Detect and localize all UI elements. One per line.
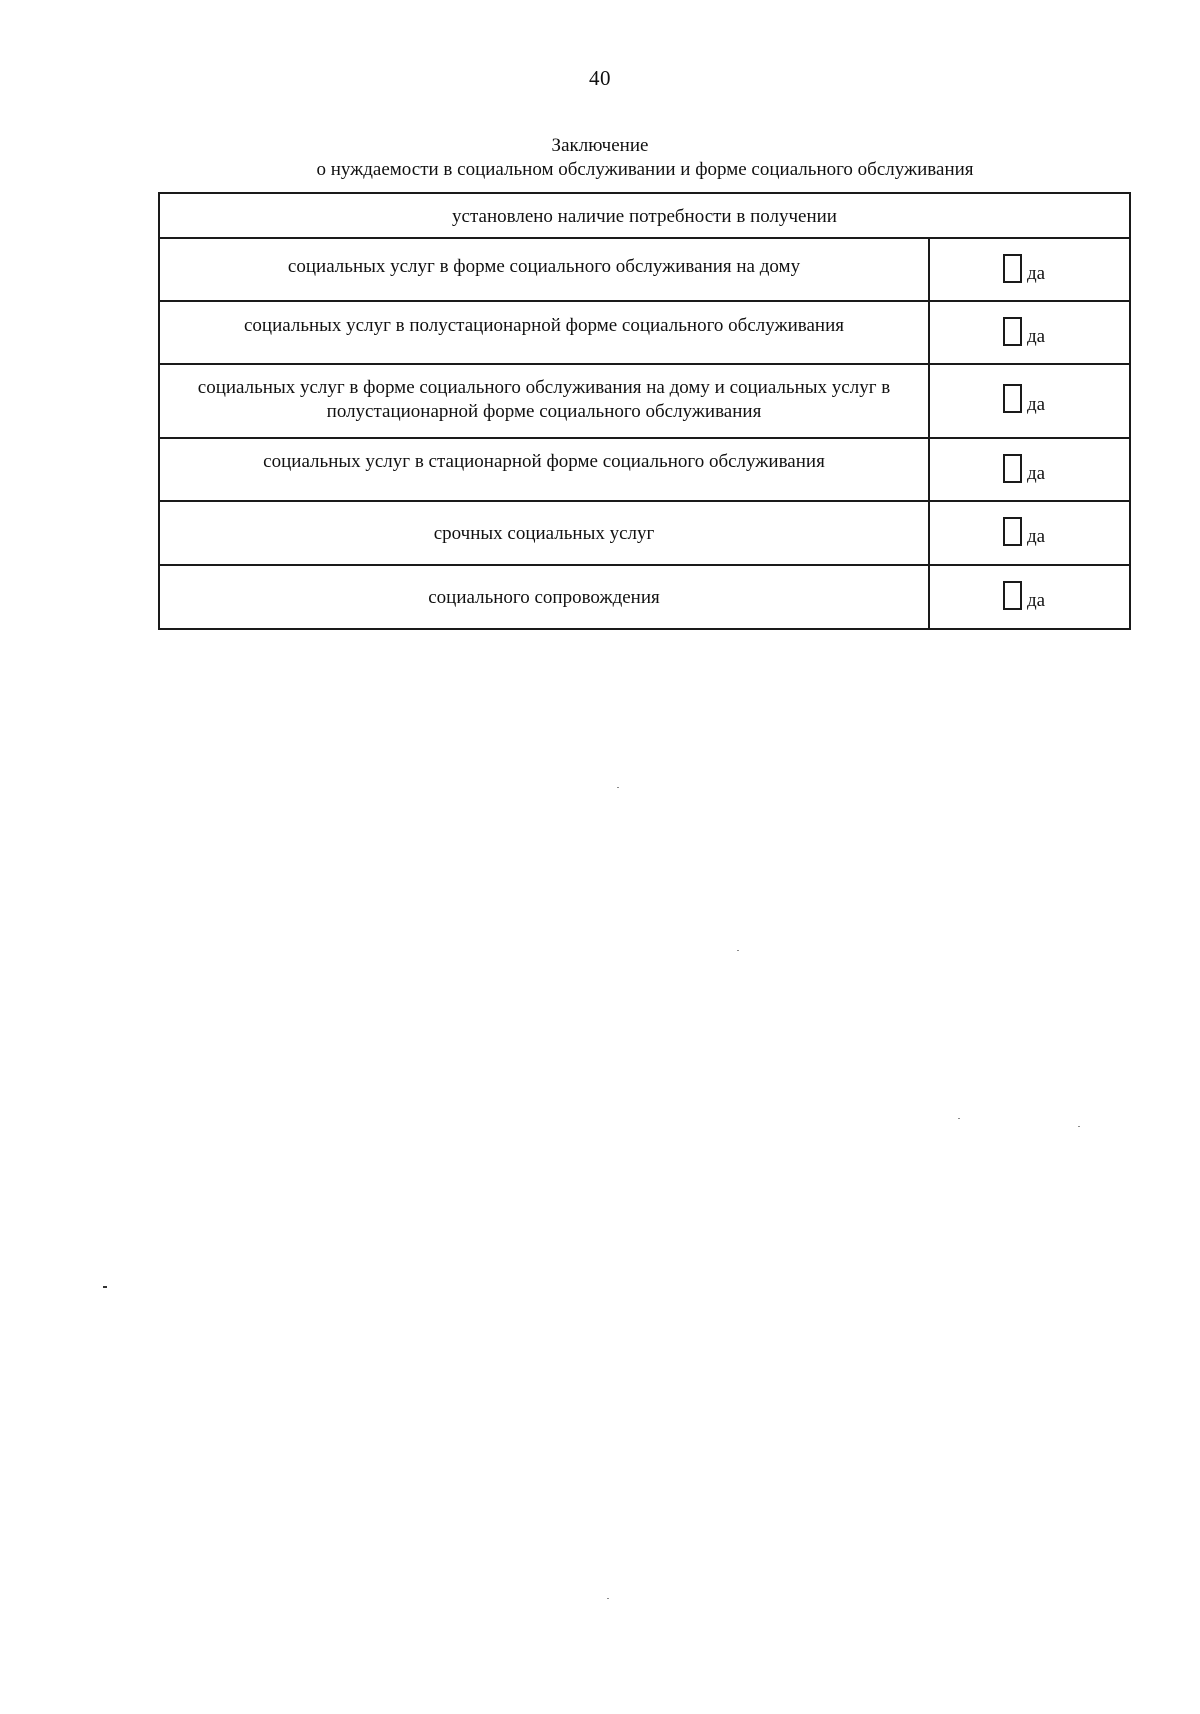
row-label: социального сопровождения <box>428 587 660 608</box>
checkbox-label: да <box>1027 526 1046 547</box>
table-header-label: установлено наличие потребности в получении <box>452 206 837 227</box>
checkbox-label: да <box>1027 394 1046 415</box>
table-header-row <box>159 193 1130 238</box>
checkbox-label: да <box>1027 263 1046 284</box>
row-label-cell <box>159 364 929 438</box>
checkbox[interactable] <box>1003 254 1022 283</box>
row-label: срочных социальных услуг <box>433 523 655 544</box>
row-label-cell <box>159 301 929 364</box>
row-option-cell <box>929 438 1130 501</box>
row-label: социальных услуг в стационарной форме социального обслуживания <box>263 451 825 472</box>
checkbox-label: да <box>1027 326 1046 347</box>
table-row <box>159 438 1130 501</box>
row-option-cell <box>929 301 1130 364</box>
document-title: Заключение <box>551 135 649 156</box>
needs-assessment-table <box>158 192 1131 630</box>
row-option-cell <box>929 238 1130 301</box>
row-label: социальных услуг в форме социального обслуживания на дому <box>287 256 801 277</box>
scan-speck <box>737 950 739 951</box>
table-row <box>159 238 1130 301</box>
row-label-cell <box>159 501 929 565</box>
checkbox[interactable] <box>1003 384 1022 413</box>
row-label-cell <box>159 438 929 501</box>
checkbox[interactable] <box>1003 454 1022 483</box>
row-label-cell <box>159 238 929 301</box>
row-option-cell <box>929 501 1130 565</box>
checkbox[interactable] <box>1003 581 1022 610</box>
table-row <box>159 364 1130 438</box>
scan-speck <box>607 1598 609 1599</box>
scan-speck <box>958 1118 960 1119</box>
table-row <box>159 301 1130 364</box>
scan-speck <box>1078 1126 1080 1127</box>
checkbox-label: да <box>1027 590 1046 611</box>
row-option-cell <box>929 565 1130 629</box>
table-row <box>159 501 1130 565</box>
document-subtitle: о нуждаемости в социальном обслуживании и форме социального обслуживания <box>316 159 974 180</box>
page-number: 40 <box>589 66 611 90</box>
table-header-cell <box>159 193 1130 238</box>
row-label: социальных услуг в полустационарной форме социального обслуживания <box>243 315 845 336</box>
checkbox[interactable] <box>1003 517 1022 546</box>
row-label-cell <box>159 565 929 629</box>
scan-speck <box>103 1286 107 1288</box>
table-row <box>159 565 1130 629</box>
scan-speck <box>617 787 619 788</box>
checkbox-label: да <box>1027 463 1046 484</box>
row-label: социальных услуг в форме социального обслуживания на дому и социальных услуг в полустационарной форме социального обслуживания <box>197 377 891 422</box>
row-option-cell <box>929 364 1130 438</box>
checkbox[interactable] <box>1003 317 1022 346</box>
